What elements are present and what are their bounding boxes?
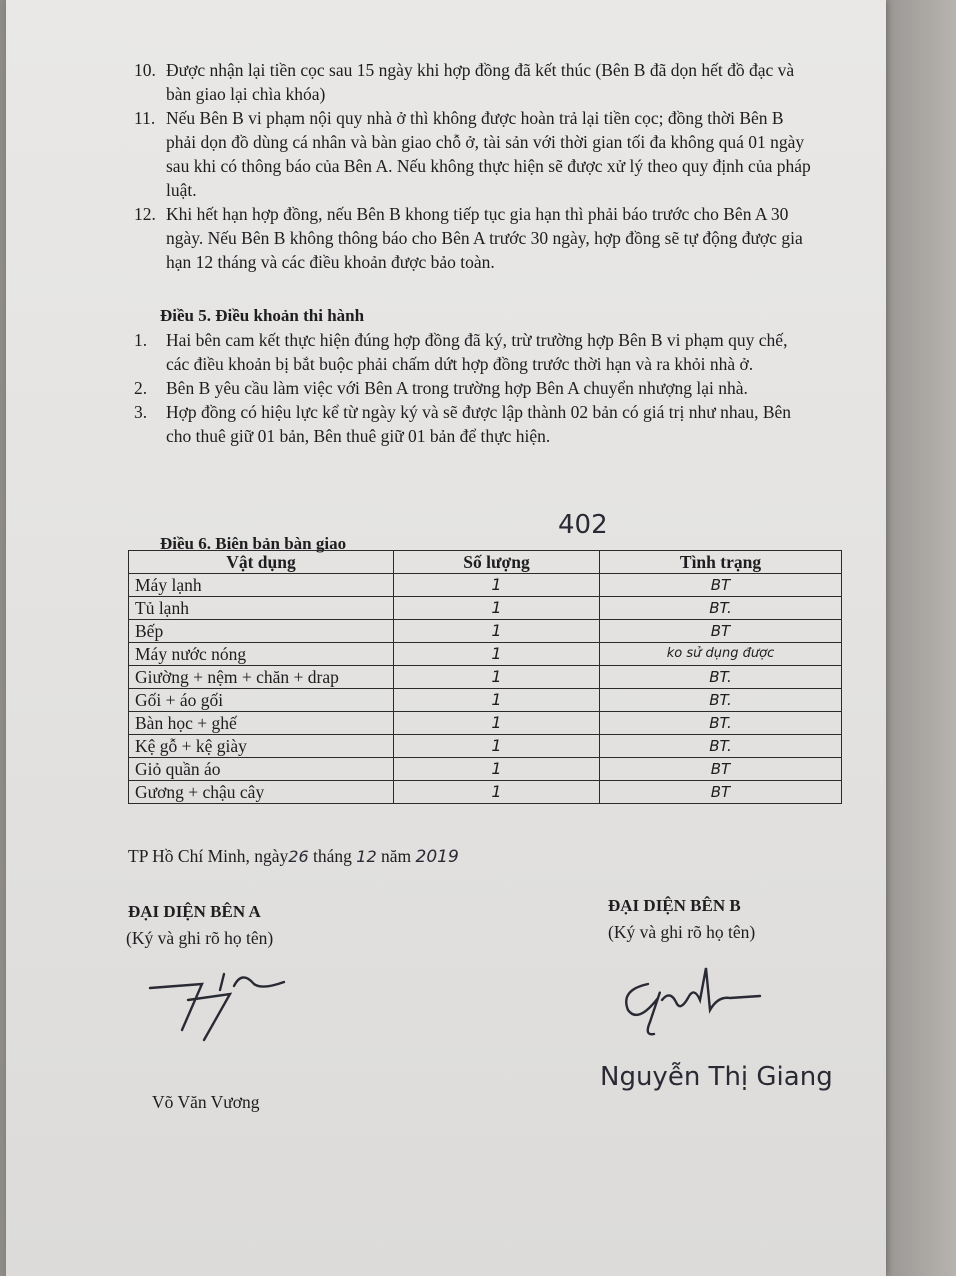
- table-row: [129, 689, 842, 712]
- cell-quantity: 1: [394, 712, 600, 735]
- cell-status: BT.: [600, 666, 842, 689]
- date-day: 26: [288, 847, 309, 866]
- item-text: Hai bên cam kết thực hiện đúng hợp đồng đã ký, trừ trường hợp Bên B vi phạm quy chế, các điều khoản bị bắt buộc phải chấm dứt hợp đồng trước thời hạn và ra khỏi nhà ở.: [166, 330, 788, 374]
- cell-quantity: 1: [394, 666, 600, 689]
- table-row: [129, 712, 842, 735]
- cell-item: Gương + chậu cây: [129, 781, 394, 804]
- cell-quantity: 1: [394, 643, 600, 666]
- item-number: 3.: [134, 402, 148, 422]
- cell-status: BT: [600, 781, 842, 804]
- party-b-title: ĐẠI DIỆN BÊN B: [608, 896, 741, 915]
- col-header-quantity: Số lượng: [394, 551, 600, 574]
- party-b-signature: [610, 960, 790, 1040]
- cell-item: Máy nước nóng: [129, 643, 394, 666]
- table-header-row: [129, 551, 842, 574]
- clause-number: 12.: [134, 204, 156, 224]
- cell-status: BT: [600, 758, 842, 781]
- cell-quantity: 1: [394, 574, 600, 597]
- cell-quantity: 1: [394, 735, 600, 758]
- room-number-handwritten: 402: [558, 510, 608, 540]
- cell-quantity: 1: [394, 620, 600, 643]
- cell-status: BT.: [600, 689, 842, 712]
- item-text: Bên B yêu cầu làm việc với Bên A trong trường hợp Bên A chuyển nhượng lại nhà.: [166, 378, 748, 398]
- cell-item: Máy lạnh: [129, 574, 394, 597]
- article-5-items: [134, 328, 814, 448]
- date-prefix: TP Hồ Chí Minh, ngày: [128, 846, 289, 866]
- date-month: 12: [356, 847, 377, 866]
- year-label: năm: [381, 846, 412, 866]
- handover-table: [128, 550, 842, 804]
- cell-item: Bàn học + ghế: [129, 712, 394, 735]
- party-a-note: (Ký và ghi rõ họ tên): [126, 928, 274, 948]
- table-row: [129, 666, 842, 689]
- clause-number: 10.: [134, 60, 156, 80]
- party-b-note: (Ký và ghi rõ họ tên): [608, 922, 756, 942]
- table-row: [129, 597, 842, 620]
- background-surface: [886, 0, 956, 1276]
- cell-item: Bếp: [129, 620, 394, 643]
- table-row: [129, 758, 842, 781]
- article-5-item-3: [134, 400, 814, 448]
- date-year: 2019: [415, 847, 459, 867]
- cell-status: BT.: [600, 597, 842, 620]
- cell-quantity: 1: [394, 758, 600, 781]
- clause-number: 11.: [134, 108, 156, 128]
- cell-item: Giường + nệm + chăn + drap: [129, 666, 394, 689]
- cell-quantity: 1: [394, 597, 600, 620]
- clause-11: [134, 106, 814, 202]
- cell-status: BT.: [600, 712, 842, 735]
- article-5-item-2: [134, 376, 814, 400]
- party-b-name-handwritten: Nguyễn Thị Giang: [600, 1062, 833, 1092]
- cell-status: ko sử dụng được: [600, 643, 842, 666]
- contract-page: [6, 0, 886, 1276]
- item-text: Hợp đồng có hiệu lực kể từ ngày ký và sẽ được lập thành 02 bản có giá trị như nhau, Bên cho thuê giữ 01 bản, Bên thuê giữ 01 bản để thực hiện.: [166, 402, 792, 446]
- cell-item: Giỏ quần áo: [129, 758, 394, 781]
- cell-status: BT: [600, 620, 842, 643]
- col-header-status: Tình trạng: [600, 551, 842, 574]
- cell-item: Tủ lạnh: [129, 597, 394, 620]
- cell-quantity: 1: [394, 689, 600, 712]
- clauses-article-4: [134, 58, 814, 274]
- party-a-signature: [142, 960, 292, 1050]
- col-header-item: Vật dụng: [129, 551, 394, 574]
- table-row: [129, 643, 842, 666]
- table-row: [129, 781, 842, 804]
- clause-text: Khi hết hạn hợp đồng, nếu Bên B khong tiếp tục gia hạn thì phải báo trước cho Bên A 30 ngày. Nếu Bên B không thông báo cho Bên A trước 30 ngày, hợp đồng sẽ tự động được gia hạn 12 tháng và các điều khoản được bảo toàn.: [166, 204, 803, 272]
- cell-item: Kệ gỗ + kệ giày: [129, 735, 394, 758]
- article-5-item-1: [134, 328, 814, 376]
- article-6-heading: Điều 6. Biên bản bàn giao: [160, 534, 347, 553]
- item-number: 1.: [134, 330, 148, 350]
- cell-status: BT: [600, 574, 842, 597]
- table-row: [129, 620, 842, 643]
- cell-item: Gối + áo gối: [129, 689, 394, 712]
- clause-10: [134, 58, 814, 106]
- article-5-heading: Điều 5. Điều khoản thi hành: [160, 306, 365, 325]
- clause-text: Nếu Bên B vi phạm nội quy nhà ở thì không được hoàn trả lại tiền cọc; đồng thời Bên B phải dọn đồ dùng cá nhân và bàn giao chỗ ở, tài sản với thời gian tối đa không quá 01 ngày sau khi có thông báo của Bên A. Nếu không thực hiện sẽ được xử lý theo quy định của pháp luật.: [166, 108, 811, 200]
- cell-status: BT.: [600, 735, 842, 758]
- month-label: tháng: [313, 846, 352, 866]
- cell-quantity: 1: [394, 781, 600, 804]
- table-row: [129, 574, 842, 597]
- table-row: [129, 735, 842, 758]
- party-a-name: Võ Văn Vương: [152, 1092, 260, 1112]
- clause-12: [134, 202, 814, 274]
- party-a-title: ĐẠI DIỆN BÊN A: [128, 902, 261, 921]
- date-line: [128, 846, 459, 867]
- clause-text: Được nhận lại tiền cọc sau 15 ngày khi hợp đồng đã kết thúc (Bên B đã dọn hết đồ đạc và bàn giao lại chìa khóa): [166, 60, 795, 104]
- item-number: 2.: [134, 378, 148, 398]
